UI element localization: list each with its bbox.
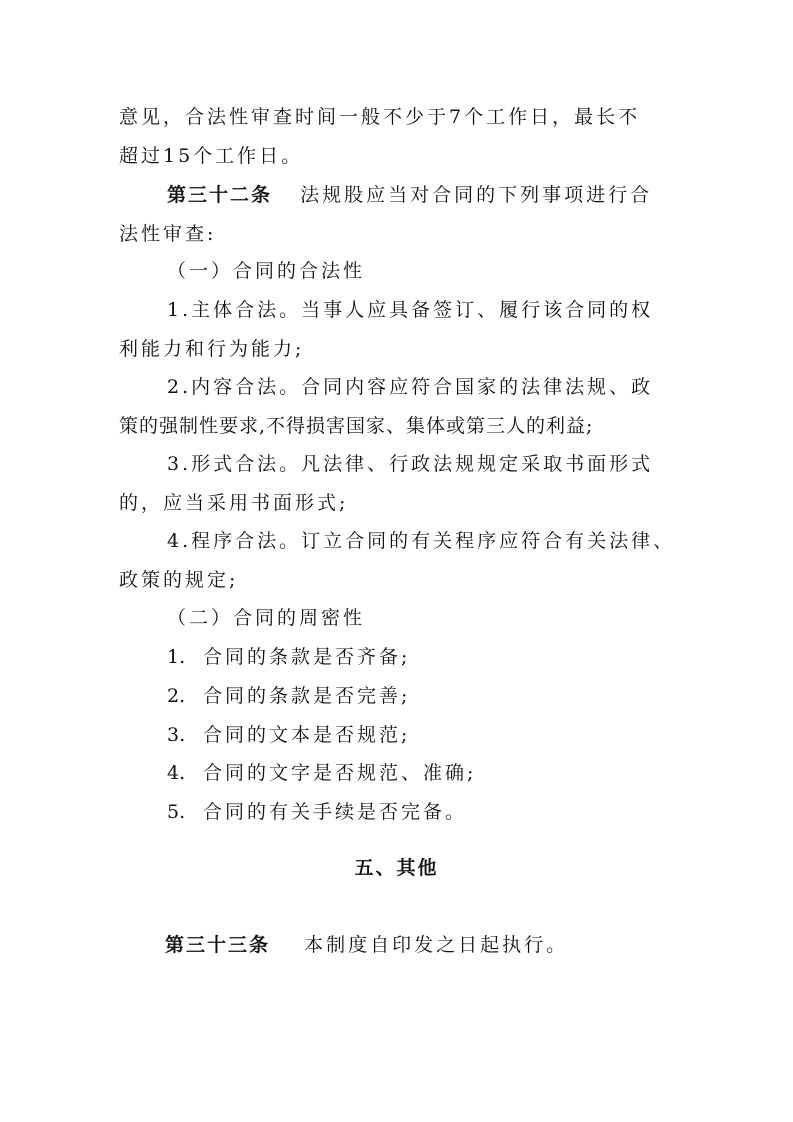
list-item [167, 760, 476, 786]
article-32-title: 第三十二条 [167, 184, 273, 206]
paragraph-line: 2.内容合法。合同内容应符合国家的法律法规、政 [167, 376, 654, 398]
paragraph-line: 超过15个工作日。 [119, 145, 304, 167]
list-item-text: 合同的文本是否规范; [203, 724, 411, 746]
article-33-title: 第三十三条 [165, 934, 271, 956]
list-item-number: 3. [167, 724, 186, 746]
list-item-number: 5. [167, 801, 186, 823]
section-title: （二）合同的周密性 [167, 607, 366, 629]
paragraph-line: 政策的规定; [119, 569, 239, 591]
article-33 [165, 932, 568, 958]
list-item-number: 4. [167, 762, 186, 784]
list-item [167, 683, 410, 709]
list-item-text: 合同的条款是否齐备; [203, 646, 411, 668]
section-title: （一）合同的合法性 [167, 260, 366, 282]
paragraph-line: 利能力和行为能力; [119, 338, 305, 360]
article-32-text: 法规股应当对合同的下列事项进行合 [300, 184, 653, 206]
paragraph-line: 4.程序合法。订立合同的有关程序应符合有关法律、 [167, 530, 676, 552]
list-item-number: 2. [167, 685, 186, 707]
paragraph-line: 法性审查: [119, 223, 217, 245]
list-item-text: 合同的有关手续是否完备。 [203, 801, 468, 823]
list-item [167, 799, 467, 825]
article-33-text: 本制度自印发之日起执行。 [304, 934, 569, 956]
paragraph-line: 意见，合法性审查时间一般不少于7个工作日，最长不 [119, 106, 641, 128]
chapter-heading: 五、其他 [354, 857, 439, 879]
article-32 [167, 182, 652, 208]
paragraph-line: 3.形式合法。凡法律、行政法规规定采取书面形式 [167, 453, 654, 475]
list-item-text: 合同的文字是否规范、准确; [203, 762, 477, 784]
paragraph-line: 的，应当采用书面形式; [119, 492, 349, 514]
paragraph-line: 策的强制性要求,不得损害国家、集体或第三人的利益; [119, 415, 594, 437]
list-item-text: 合同的条款是否完善; [203, 685, 411, 707]
list-item [167, 722, 410, 748]
list-item-number: 1. [167, 646, 186, 668]
list-item [167, 644, 410, 670]
paragraph-line: 1.主体合法。当事人应具备签订、履行该合同的权 [167, 299, 654, 321]
